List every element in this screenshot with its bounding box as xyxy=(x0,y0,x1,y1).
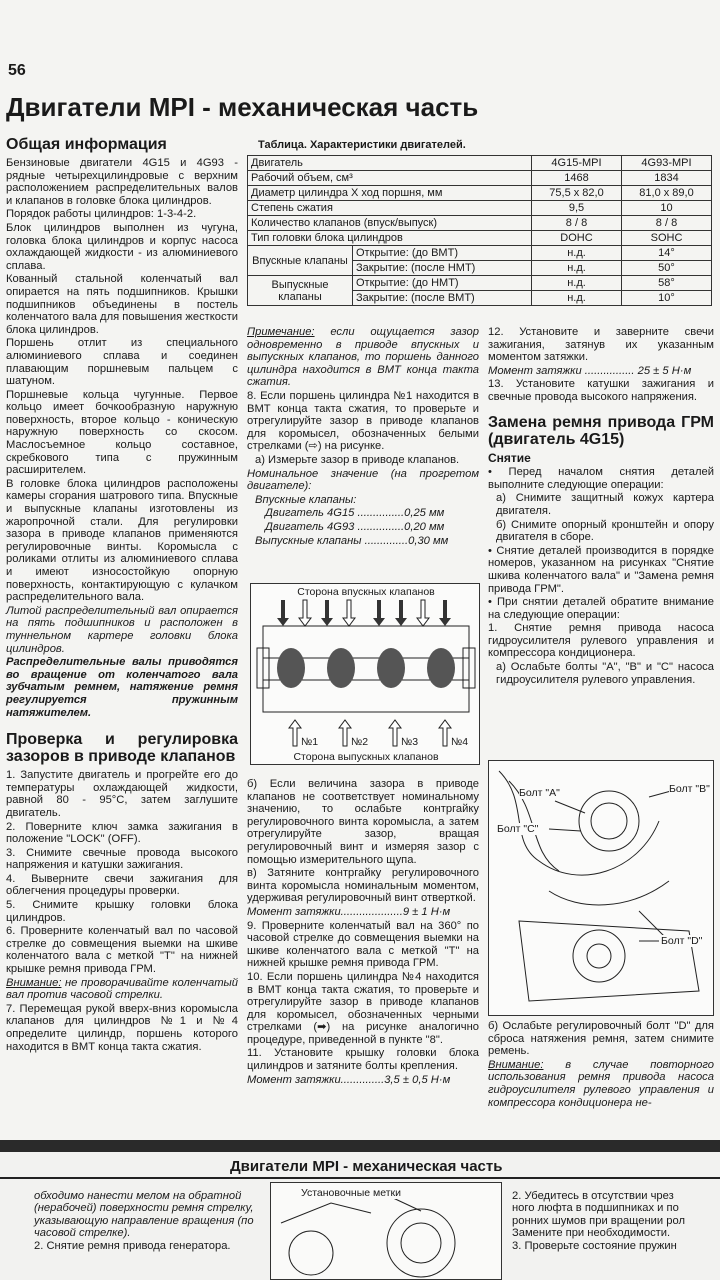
step: 3. Снимите свечные провода высокого напряжения и катушки зажигания. xyxy=(6,846,238,872)
table-header-cell: 4G93-MPI xyxy=(622,156,712,171)
cylinder-label: №2 xyxy=(351,736,369,748)
table-cell: DOHC xyxy=(532,231,622,246)
table-row xyxy=(248,186,712,201)
table-cell: Степень сжатия xyxy=(248,201,532,216)
page-2 xyxy=(0,1152,720,1280)
cylinder-label: №4 xyxy=(451,736,469,748)
subsection-heading: Снятие xyxy=(488,450,531,465)
section-heading-general: Общая информация xyxy=(6,136,167,153)
rocker-arm-drawing xyxy=(251,598,481,748)
timing-marks-diagram xyxy=(270,1182,502,1280)
pump-drawing xyxy=(489,761,715,1017)
text-line: ного люфта в подшипниках и по xyxy=(512,1202,679,1215)
table-row xyxy=(248,276,712,291)
table-cell: Впускные клапаны xyxy=(248,246,353,276)
left-column xyxy=(6,136,238,1054)
bolt-b-label: Болт "B" xyxy=(669,783,710,795)
table-cell: Количество клапанов (впуск/выпуск) xyxy=(248,216,532,231)
section-heading-timing-belt: Замена ремня привода ГРМ (двигатель 4G15) xyxy=(488,413,714,448)
table-cell: 8 / 8 xyxy=(532,216,622,231)
step: 11. Установите крышку головки блока цилиндров и затяните болты крепления. xyxy=(247,1047,479,1073)
bullet: • Перед началом снятия деталей выполните следующие операции: xyxy=(488,466,714,491)
table-cell: Закрытие: (после ВМТ) xyxy=(353,291,532,306)
paragraph: Порядок работы цилиндров: 1-3-4-2. xyxy=(6,208,197,221)
step: в) Затяните контргайку регулировочного винта коромысла номинальным моментом, удерживая регулировочный винт отверткой. xyxy=(247,867,479,905)
page2-left-column xyxy=(34,1190,262,1252)
bolt-c-label: Болт "C" xyxy=(497,823,539,835)
right-column-bottom xyxy=(488,1020,714,1110)
paragraph: обходимо нанести мелом на обратной (нерабочей) поверхности ремня стрелку, указывающую направление вращения (по часовой стрелке). xyxy=(34,1190,254,1240)
timing-marks-label: Установочные метки xyxy=(301,1187,402,1199)
table-row xyxy=(248,216,712,231)
step: б) Ослабьте регулировочный болт "D" для сброса натяжения ремня, затем снимите ремень. xyxy=(488,1020,714,1058)
warning xyxy=(488,1059,714,1109)
step: 8. Если поршень цилиндра №1 находится в ВМТ конца такта сжатия, то проверьте и отрегулируйте зазор в приводе клапанов для коромысел, обозначенных белыми стрелками (⇨) на рисунке. xyxy=(247,389,479,453)
torque-spec: Момент затяжки..............3,5 ± 0,5 Н·м xyxy=(247,1073,451,1086)
table-row xyxy=(248,171,712,186)
table-header-cell: Двигатель xyxy=(248,156,532,171)
torque-spec: Момент затяжки....................9 ± 1 Н·м xyxy=(247,905,451,918)
step: 4. Выверните свечи зажигания для облегчения процедуры проверки. xyxy=(6,872,238,898)
paragraph: Блок цилиндров выполнен из чугуна, головка блока цилиндров и корпус насоса охлаждающей жидкости - из алюминиевого сплава. xyxy=(6,221,238,272)
step: а) Измерьте зазор в приводе клапанов. xyxy=(255,453,460,466)
table-cell: 1468 xyxy=(532,171,622,186)
bullet: а) Ослабьте болты "A", "B" и "C" насоса гидроусилителя рулевого управления. xyxy=(496,661,714,686)
table-header-row xyxy=(248,156,712,171)
cylinder-label: №1 xyxy=(301,736,319,748)
text-line: 2. Убедитесь в отсутствии чрез xyxy=(512,1190,674,1202)
table-row xyxy=(248,231,712,246)
table-cell: 81,0 x 89,0 xyxy=(622,186,712,201)
warning-label: Внимание: xyxy=(6,976,62,989)
table-header-cell: 4G15-MPI xyxy=(532,156,622,171)
step: б) Если величина зазора в приводе клапанов не соответствует номинальному значению, то ослабьте контргайку регулировочного винта коромысла, а затем отрегулируйте зазор, вращая регулировочный винт и измеряя зазор с помощью измерительного щупа. xyxy=(247,778,479,866)
table-row xyxy=(248,246,712,261)
spec-line: Двигатель 4G15 ...............0,25 мм xyxy=(265,507,445,520)
paragraph: Поршневые кольца чугунные. Первое кольцо имеет бочкообразную наружную поверхность, второе кольцо - коническую наружную поверхность со скосом. Маслосъемное кольцо составное, скребкового типа с пружинным расширителем. xyxy=(6,388,238,477)
paragraph-italic: Распределительные валы приводятся во вращение от коленчатого вала зубчатым ремнем, натяжение ремня регулируется пружинным натяжителем. xyxy=(6,656,238,719)
middle-column-top xyxy=(247,326,479,548)
table-cell: 14° xyxy=(622,246,712,261)
section-heading-valves: Проверка и регулировка зазоров в приводе клапанов xyxy=(6,731,238,766)
middle-column-bottom xyxy=(247,778,479,1087)
step: 2. Снятие ремня привода генератора. xyxy=(34,1239,231,1252)
page2-right-column xyxy=(512,1190,720,1252)
title-rule xyxy=(0,1177,720,1179)
bullet: 1. Снятие ремня привода насоса гидроусилителя рулевого управления и компрессора кондиционера. xyxy=(488,622,714,660)
warning-label: Внимание: xyxy=(488,1058,544,1071)
note-label: Примечание: xyxy=(247,326,315,338)
paragraph: В головке блока цилиндров расположены камеры сгорания шатрового типа. Впускные и выпускные клапаны изготовлены из жаропрочной стали. Для регулировки зазора в приводе клапанов применяются регулировочные винты. Коромысла с роликами отлиты из алюминиевого сплава и имеют износостойкую опорную поверхность, контактирующую с кулачком распределительного вала. xyxy=(6,477,238,604)
paragraph-italic: Литой распределительный вал опирается на пять подшипников и расположен в туннельном картере головки блока цилиндров. xyxy=(6,604,238,655)
spec-line: Впускные клапаны: xyxy=(255,493,357,506)
table-cell: 75,5 x 82,0 xyxy=(532,186,622,201)
paragraph: Поршень отлит из специального алюминиевого сплава и соединен плавающим поршневым пальцем с шатуном. xyxy=(6,337,238,388)
right-column xyxy=(488,326,714,687)
table-cell: SOHC xyxy=(622,231,712,246)
engine-spec-table xyxy=(247,155,712,306)
bullet: а) Снимите защитный кожух картера двигателя. xyxy=(496,492,714,517)
note xyxy=(247,326,479,389)
table-cell: 8 / 8 xyxy=(622,216,712,231)
step: 9. Проверните коленчатый вал на 360° по часовой стрелке до совмещения выемки на шкиве коленчатого вала с меткой "T" на нижней крышке ремня привода ГРМ. xyxy=(247,919,479,970)
table-cell: Закрытие: (после НМТ) xyxy=(353,261,532,276)
table-cell: 50° xyxy=(622,261,712,276)
torque-spec: Момент затяжки ................ 25 ± 5 Н·м xyxy=(488,364,692,377)
step: 1. Запустите двигатель и прогрейте его до температуры охлаждающей жидкости, равной 80 - 95°С, затем заглушите двигатель. xyxy=(6,769,238,819)
paragraph: Кованный стальной коленчатый вал опирается на пять подшипников. Крышки подшипников объединены в постель коленчатого вала для повышения жесткости блока цилиндров. xyxy=(6,273,238,336)
text-line: 3. Проверьте состояние пружин xyxy=(512,1239,677,1252)
table-cell: 10° xyxy=(622,291,712,306)
bolt-a-label: Болт "A" xyxy=(519,787,560,799)
text-line: Замените при необходимости. xyxy=(512,1227,671,1240)
valve-diagram xyxy=(250,583,480,765)
table-cell: Диаметр цилиндра X ход поршня, мм xyxy=(248,186,532,201)
step: 10. Если поршень цилиндра №4 находится в ВМТ конца такта сжатия, то проверьте и отрегулируйте зазор в приводе клапанов для коромысел, обозначенных черными стрелками (➡) на рисунке аналогично процедуре, приведенной в пункте "8". xyxy=(247,970,479,1046)
bolt-diagram xyxy=(488,760,714,1016)
table-cell: н.д. xyxy=(532,261,622,276)
table-cell: Открытие: (до ВМТ) xyxy=(353,246,532,261)
table-cell: 10 xyxy=(622,201,712,216)
text-line: ронних шумов при вращении рол xyxy=(512,1214,685,1227)
table-cell: н.д. xyxy=(532,276,622,291)
table-cell: Рабочий объем, см³ xyxy=(248,171,532,186)
table-row xyxy=(248,201,712,216)
table-cell: 1834 xyxy=(622,171,712,186)
warning-text: в случае повторного использования ремня привода насоса гидроусилителя рулевого управления и компрессора кондиционера не- xyxy=(488,1058,714,1109)
note-text: если ощущается зазор одновременно в приводе впускных и выпускных клапанов, то поршень данного цилиндра находится в ВМТ конца такта сжатия. xyxy=(247,326,479,389)
table-caption: Таблица. Характеристики двигателей. xyxy=(258,139,466,151)
table-cell: Открытие: (до НМТ) xyxy=(353,276,532,291)
cylinder-label: №3 xyxy=(401,736,419,748)
table-cell: н.д. xyxy=(532,246,622,261)
warning-text: не проворачивайте коленчатый вал против часовой стрелки. xyxy=(6,976,238,1002)
spec-line: Двигатель 4G93 ...............0,20 мм xyxy=(265,520,445,533)
bullet: • При снятии деталей обратите внимание на следующие операции: xyxy=(488,596,714,621)
table-cell: 58° xyxy=(622,276,712,291)
table-cell: Выпускные клапаны xyxy=(248,276,353,306)
nominal-label: Номинальное значение (на прогретом двигателе): xyxy=(247,467,479,493)
spec-line: Выпускные клапаны ..............0,30 мм xyxy=(255,534,449,547)
diagram-label-inlet: Сторона впускных клапанов xyxy=(297,586,435,598)
table-cell: Тип головки блока цилиндров xyxy=(248,231,532,246)
table-cell: н.д. xyxy=(532,291,622,306)
bolt-d-label: Болт "D" xyxy=(661,935,703,947)
step: 13. Установите катушки зажигания и свечные провода высокого напряжения. xyxy=(488,378,714,403)
step: 7. Перемещая рукой вверх-вниз коромысла клапанов для цилиндров №1 и №4 определите цилиндр, поршень которого находится в ВМТ конца такта сжатия. xyxy=(6,1002,238,1053)
page-number: 56 xyxy=(8,62,26,79)
step: 2. Поверните ключ замка зажигания в положение "LOCK" (OFF). xyxy=(6,820,238,846)
bullet: б) Снимите опорный кронштейн и опору двигателя в сборе. xyxy=(496,518,714,544)
paragraph: Бензиновые двигатели 4G15 и 4G93 - рядные четырехцилиндровые с верхним расположением распределительных валов и клапанов в головке блока цилиндров. xyxy=(6,157,238,207)
table-cell: 9,5 xyxy=(532,201,622,216)
page-title: Двигатели MPI - механическая часть xyxy=(6,92,479,122)
page-title: Двигатели MPI - механическая часть xyxy=(230,1158,503,1175)
step: 5. Снимите крышку головки блока цилиндров. xyxy=(6,899,238,924)
diagram-label-exhaust: Сторона выпускных клапанов xyxy=(293,751,439,763)
warning xyxy=(6,977,238,1002)
step: 6. Проверните коленчатый вал по часовой стрелке до совмещения выемки на шкиве коленчатого вала с меткой "T" на нижней крышке ремня привода ГРМ. xyxy=(6,925,238,976)
bullet: • Снятие деталей производится в порядке номеров, указанном на рисунках "Снятие шкива коленчатого вала" и "Замена ремня привода ГРМ". xyxy=(488,544,714,595)
step: 12. Установите и заверните свечи зажигания, затянув их указанным моментом затяжки. xyxy=(488,326,714,364)
